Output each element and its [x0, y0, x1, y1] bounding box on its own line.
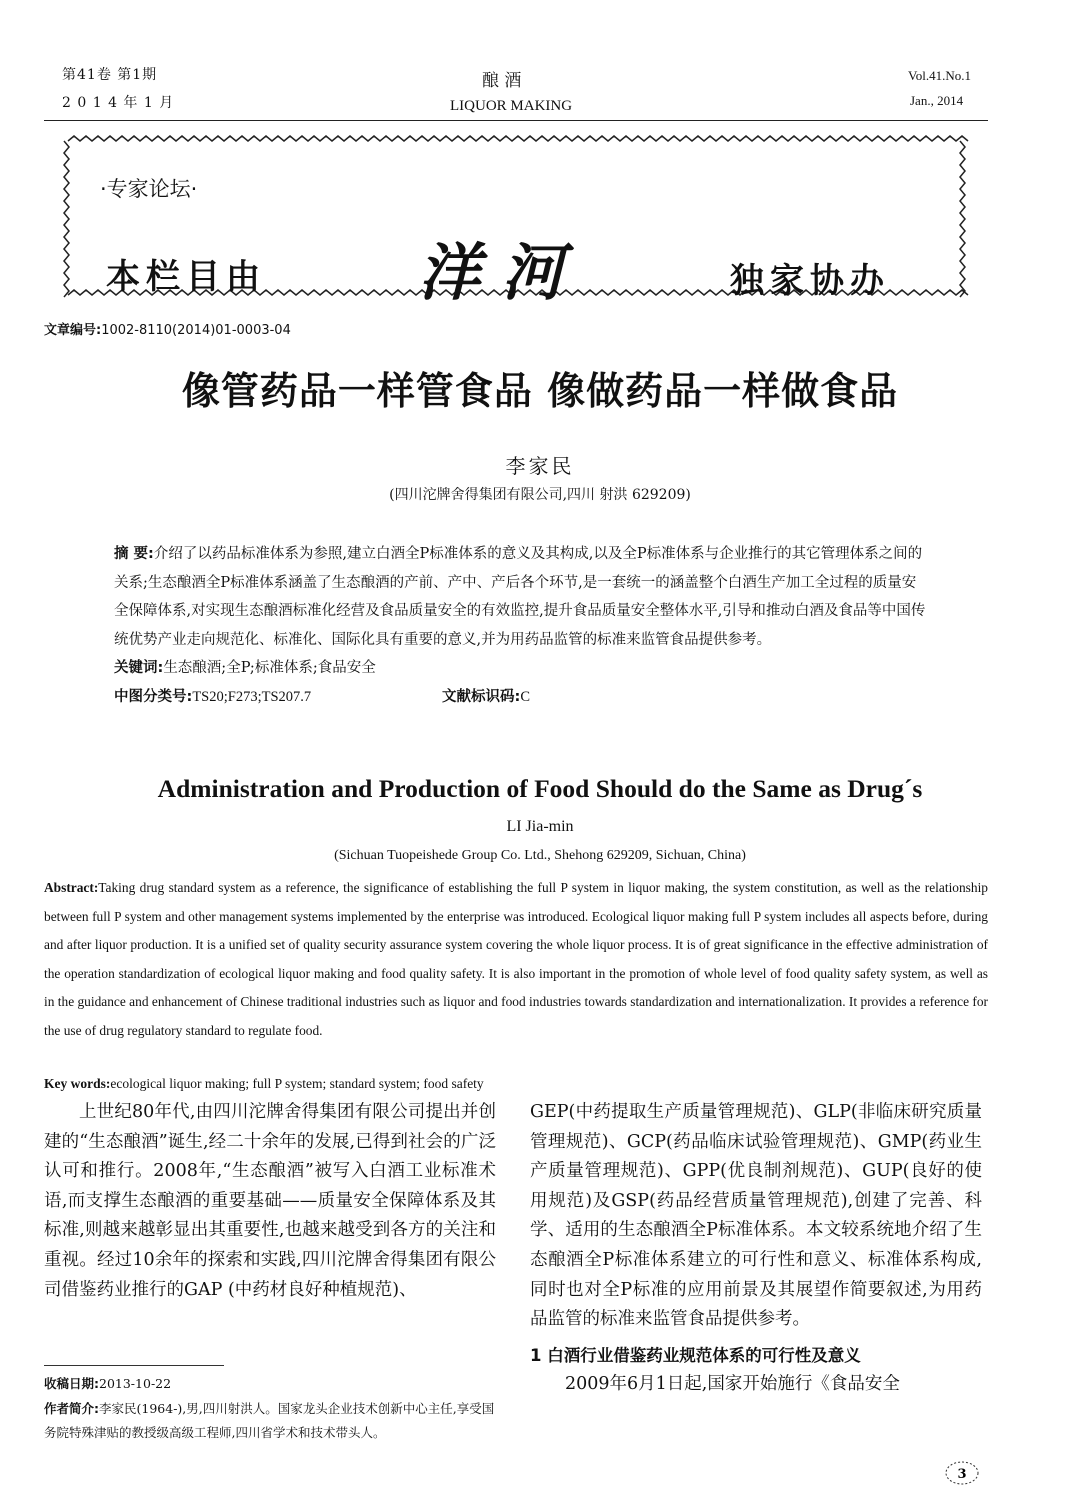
sponsor-brand: 洋 河: [418, 236, 564, 309]
bio-label: 作者简介:: [44, 1401, 99, 1416]
body-paragraph: GEP(中药提取生产质量管理规范)、GLP(非临床研究质量管理规范)、GCP(药品临床试验管理规范)、GMP(药业生产质量管理规范)、GPP(优良制剂规范)、GUP(良好的使用规范)及GSP(药品经营质量管理规范),创建了完善、科学、适用的生态酿酒全P标准体系。本文较系统地介绍了生态酿酒全P标准体系建立的可行性和意义、标准体系构成,同时也对全P标准的应用前景及其展望作简要叙述,为用药品监管的标准来监管食品提供参考。: [530, 1102, 982, 1330]
classification-line: [114, 683, 926, 712]
article-number-label: 文章编号:: [44, 323, 102, 338]
class-number-value: TS20;F273;TS207.7: [192, 688, 312, 705]
page-number: [944, 1458, 980, 1488]
volume-issue-en: Vol.41.No.1: [908, 68, 971, 83]
section-1-text: 2009年6月1日起,国家开始施行《食品安全: [565, 1374, 900, 1395]
banner-left-text: 本栏目由: [106, 257, 266, 297]
header-rule: [44, 120, 988, 121]
doc-code-label: 文献标识码:: [442, 688, 521, 705]
abstract-en-label: Abstract:: [44, 880, 99, 895]
bio-text: 李家民(1964-),男,四川射洪人。国家龙头企业技术创新中心主任,享受国务院特殊津贴的教授级高级工程师,四川省学术和技术带头人。: [44, 1401, 495, 1440]
keywords-cn-label: 关键词:: [114, 660, 164, 676]
section-heading-1: 1 白酒行业借鉴药业规范体系的可行性及意义: [530, 1345, 861, 1365]
article-number: [44, 319, 291, 338]
doc-code-value: C: [520, 688, 530, 705]
keywords-en-label: Key words:: [44, 1076, 111, 1091]
abstract-cn: [114, 540, 926, 711]
abstract-cn-paragraph: [114, 540, 926, 654]
column-banner: [62, 131, 970, 309]
keywords-en-value: ecological liquor making; full P system; standard system; food safety: [110, 1076, 484, 1091]
abstract-cn-text: 介绍了以药品标准体系为参照,建立白酒全P标准体系的意义及其构成,以及全P标准体系与企业推行的其它管理体系之间的关系;生态酿酒全P标准体系涵盖了生态酿酒的产前、产中、产后各个环节,是一套统一的涵盖整个白酒生产加工全过程的质量安全保障体系,对实现生态酿酒标准化经营及食品质量安全的有效监控,提升食品质量安全整体水平,引导和推动白酒及食品等中国传统优势产业走向规范化、标准化、国际化具有重要的意义,并为用药品监管的标准来监管食品提供参考。: [114, 546, 926, 648]
date-cn: 2 0 1 4 年 1 月: [62, 95, 175, 111]
border-zigzag: [64, 141, 69, 297]
abstract-cn-label: 摘 要:: [114, 546, 154, 562]
affiliation-en: (Sichuan Tuopeishede Group Co. Ltd., Shehong 629209, Sichuan, China): [334, 848, 746, 863]
body-paragraph: 上世纪80年代,由四川沱牌舍得集团有限公司提出并创建的“生态酿酒”诞生,经二十余年的发展,已得到社会的广泛认可和推行。2008年,“生态酿酒”被写入白酒工业标准术语,而支撑生态酿酒的重要基础——质量安全保障体系及其标准,则越来越彰显出其重要性,也越来越受到各方的关注和重视。经过10余年的探索和实践,四川沱牌舍得集团有限公司借鉴药业推行的GAP (中药材良好种植规范)、: [44, 1102, 496, 1300]
class-number-label: 中图分类号:: [114, 688, 193, 705]
keywords-cn: [114, 654, 926, 683]
date-en: Jan., 2014: [910, 93, 964, 108]
body-column-right: [530, 1098, 982, 1400]
author-bio: [44, 1397, 498, 1445]
border-zigzag: [960, 141, 965, 297]
journal-title-en: LIQUOR MAKING: [450, 98, 573, 114]
keywords-en: [44, 1076, 484, 1092]
volume-issue-cn: 第41卷 第1期: [62, 67, 158, 83]
received-date: [44, 1372, 498, 1396]
column-label: ·专家论坛·: [100, 177, 198, 201]
page-number-text: 3: [957, 1467, 967, 1482]
author-cn: 李家民: [505, 454, 575, 478]
abstract-en: [44, 874, 988, 1046]
footnote-rule: [44, 1365, 224, 1366]
article-number-value: 1002-8110(2014)01-0003-04: [101, 323, 291, 338]
received-label: 收稿日期:: [44, 1376, 99, 1391]
journal-title-cn: 酿 酒: [482, 71, 522, 91]
body-column-left: [44, 1098, 496, 1305]
border-zigzag: [68, 136, 968, 141]
banner-right-text: 独家协办: [730, 261, 890, 301]
article-title-cn: 像管药品一样管食品 像做药品一样做食品: [181, 369, 899, 413]
abstract-en-text: Taking drug standard system as a reference, the significance of establishing the full P system in liquor making, the system constitution, as well as the relationship between full P system and other management systems implemented by the enterprise was introduced. Ecological liquor making full P system includes all aspects before, during and after liquor production. It is a unified set of quality security assurance system covering the whole liquor process. It is of great significance in the effective administration of the operation standardization of ecological liquor making and food quality safety. It is also important in the promotion of whole level of food quality safety system, as well as in the guidance and enhancement of Chinese traditional industries such as liquor and food industries towards standardization and internationalization. It provides a reference for the use of drug regulatory standard to regulate food.: [44, 880, 988, 1038]
article-title-en: Administration and Production of Food Should do the Same as Drug´s: [157, 774, 923, 803]
keywords-cn-value: 生态酿酒;全P;标准体系;食品安全: [163, 660, 376, 676]
received-value: 2013-10-22: [99, 1376, 172, 1391]
author-en: LI Jia-min: [506, 818, 574, 835]
affiliation-cn: (四川沱牌舍得集团有限公司,四川 射洪 629209): [389, 487, 691, 503]
page-ornament-icon: [944, 1458, 980, 1488]
